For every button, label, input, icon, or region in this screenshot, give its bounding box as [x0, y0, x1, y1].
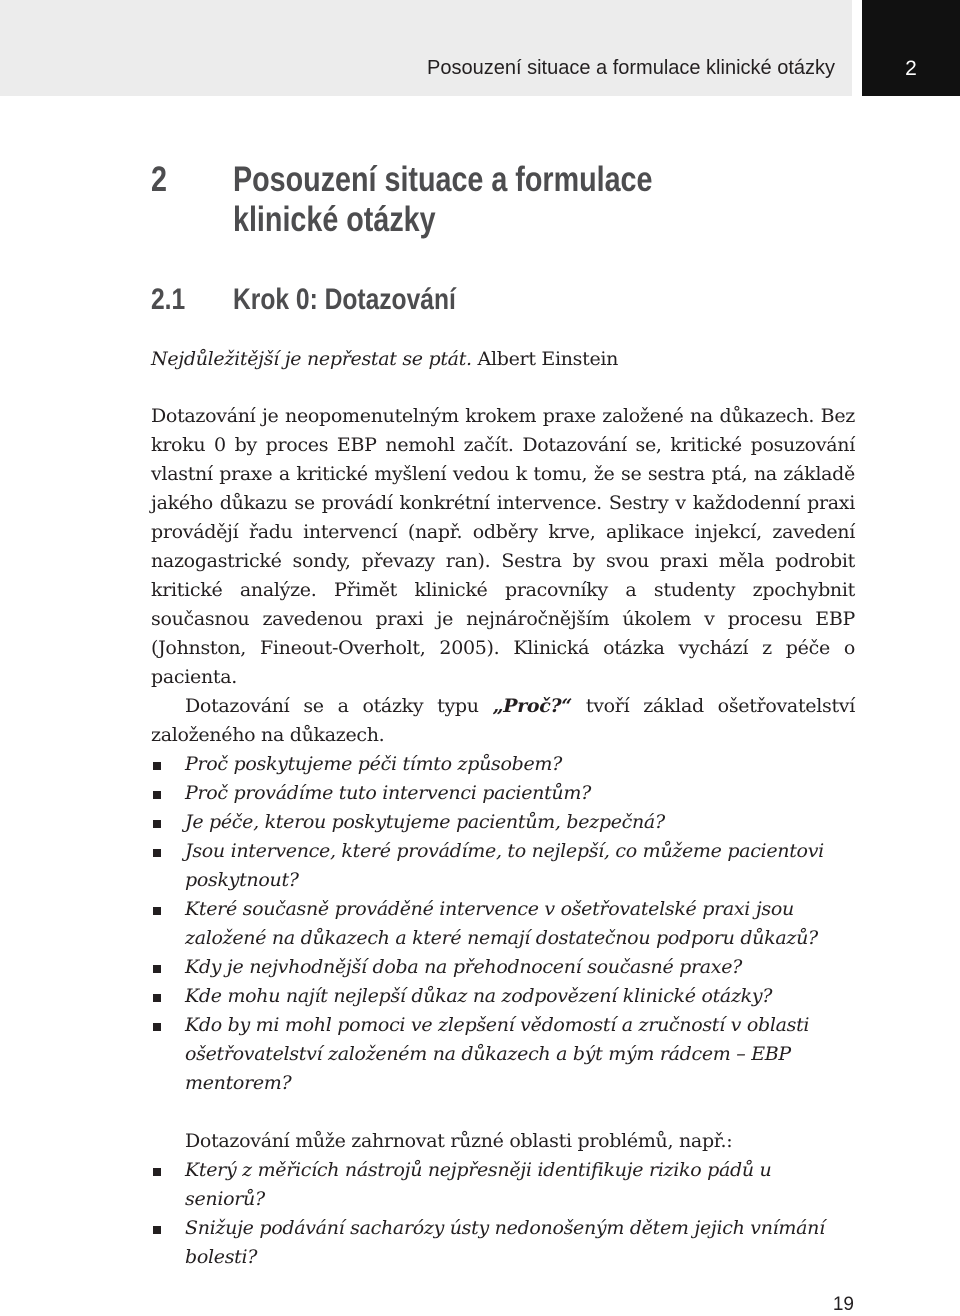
chapter-title-line1: Posouzení situace a formulace	[233, 160, 653, 199]
list-item: Jsou intervence, které provádíme, to nejlepší, co můžeme pacientovi poskytnout?	[151, 837, 855, 895]
epigraph-quote: Nejdůležitější je nepřestat se ptát.	[151, 348, 472, 370]
section-title: Krok 0: Dotazování	[233, 283, 456, 316]
list-item: Kdo by mi mohl pomoci ve zlepšení vědomostí a zručností v oblasti ošetřovatelství založeném na důkazech a být mým rádcem – EBP mentorem?	[151, 1011, 855, 1098]
paragraph-2-emphasis: „Proč?“	[492, 695, 573, 717]
bullet-square-icon	[153, 1023, 161, 1031]
chapter-tab	[862, 0, 960, 96]
bullet-square-icon	[153, 994, 161, 1002]
chapter-heading	[151, 160, 652, 240]
section-heading	[151, 282, 456, 318]
list-item: Který z měřicích nástrojů nejpřesněji identifikuje riziko pádů u seniorů?	[151, 1156, 855, 1214]
running-header	[0, 0, 852, 96]
bullet-square-icon	[153, 791, 161, 799]
paragraph-2-after: tvoří základ ošetřovatelství založeného na důkazech.	[151, 695, 855, 746]
epigraph	[151, 345, 855, 374]
questions-list	[151, 750, 855, 1098]
list-item: Kdy je nejvhodnější doba na přehodnocení současné praxe?	[151, 953, 855, 982]
bullet-square-icon	[153, 1226, 161, 1234]
paragraph-1: Dotazování je neopomenutelným krokem praxe založené na důkazech. Bez kroku 0 by proces EBP nemohl začít. Dotazování se, kritické posuzování vlastní praxe a kritické myšlení vedou k tomu, že se sestra ptá, na základě jakého důkazu se provádí konkrétní intervence. Sestry v každodenní praxi provádějí řadu intervencí (např. odběry krve, aplikace injekcí, zavedení nazogastrické sondy, převazy ran). Sestra by svou praxi měla podrobit kritické analýze. Přimět klinické pracovníky a studenty zpochybnit současnou zavedenou praxi je nejnáročnějším úkolem v procesu EBP (Johnston, Fineout-Overholt, 2005). Klinická otázka vychází z péče o pacienta.	[151, 405, 855, 688]
bullet-square-icon	[153, 849, 161, 857]
bullet-square-icon	[153, 762, 161, 770]
chapter-title-line2: klinické otázky	[233, 200, 436, 239]
chapter-number: 2	[151, 160, 167, 199]
paragraph-2-before: Dotazování se a otázky typu	[185, 695, 493, 717]
paragraph-3: Dotazování může zahrnovat různé oblasti problémů, např.:	[185, 1130, 733, 1152]
list-item: Kde mohu najít nejlepší důkaz na zodpovězení klinické otázky?	[151, 982, 855, 1011]
bullet-square-icon	[153, 965, 161, 973]
list-item: Které současně prováděné intervence v ošetřovatelské praxi jsou založené na důkazech a které nemají dostatečnou podporu důkazů?	[151, 895, 855, 953]
list-item: Proč provádíme tuto intervenci pacientům?	[151, 779, 855, 808]
examples-list	[151, 1156, 855, 1272]
list-item: Snižuje podávání sacharózy ústy nedonošeným dětem jejich vnímání bolesti?	[151, 1214, 855, 1272]
list-item: Proč poskytujeme péči tímto způsobem?	[151, 750, 855, 779]
section-number: 2.1	[151, 283, 186, 316]
chapter-tab-number: 2	[905, 57, 917, 80]
running-title: Posouzení situace a formulace klinické otázky	[427, 57, 835, 79]
bullet-square-icon	[153, 1168, 161, 1176]
page-number: 19	[832, 1294, 854, 1315]
bullet-square-icon	[153, 820, 161, 828]
bullet-square-icon	[153, 907, 161, 915]
list-item: Je péče, kterou poskytujeme pacientům, bezpečná?	[151, 808, 855, 837]
paragraph-2	[151, 692, 855, 750]
body-text	[151, 402, 855, 1272]
epigraph-author: Albert Einstein	[477, 348, 619, 370]
